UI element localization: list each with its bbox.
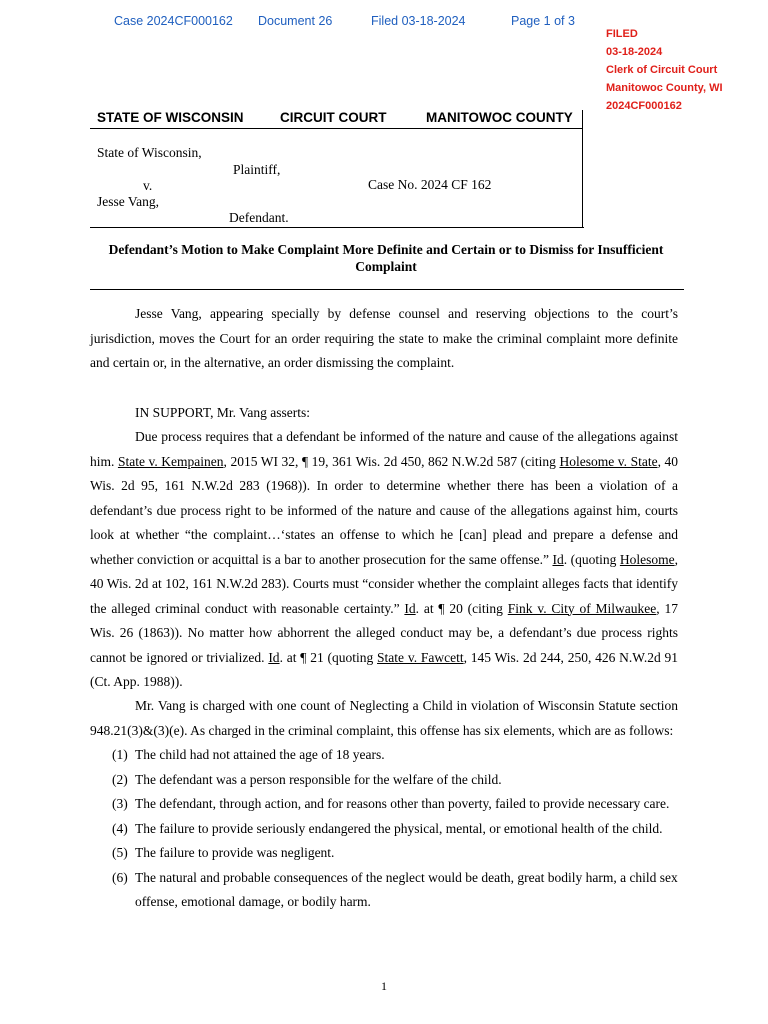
header-page-indicator: Page 1 of 3 (511, 14, 575, 28)
citation-kempainen: State v. Kempainen (117, 453, 224, 469)
motion-title: Defendant’s Motion to Make Complaint More Definite and Certain or to Dismiss for Insufficient Complaint (108, 242, 664, 274)
support-heading: IN SUPPORT, Mr. Vang asserts: (135, 405, 310, 420)
citation-fawcett: State v. Fawcett (377, 649, 464, 665)
case-number: Case No. 2024 CF 162 (368, 177, 492, 192)
header-filed-date: Filed 03-18-2024 (371, 14, 466, 28)
header-document-number: Document 26 (258, 14, 333, 28)
caption-divider (582, 110, 583, 228)
caption-county: MANITOWOC COUNTY (426, 110, 573, 125)
charge-paragraph: Mr. Vang is charged with one count of Neglecting a Child in violation of Wisconsin Statute section 948.21(3)&(3)(e). As charged in the criminal complaint, this offense has six elements, which are as follows: (90, 698, 678, 738)
citation-fink: Fink v. City of Milwaukee (507, 600, 657, 616)
list-item: (2) The defendant was a person responsible for the welfare of the child. (112, 771, 502, 787)
elements-list (90, 743, 678, 915)
caption-bottom-rule (90, 227, 584, 228)
list-item: (1) The child had not attained the age of 18 years. (112, 747, 385, 762)
stamp-case: 2024CF000162 (606, 100, 682, 112)
citation-id: Id (268, 649, 280, 665)
intro-paragraph: Jesse Vang, appearing specially by defense counsel and reserving objections to the court’s jurisdiction, moves the Court for an order requiring the state to make the criminal complaint more definite and certain or, in the alternative, an order dismissing the complaint. (90, 306, 678, 370)
plaintiff-role: Plaintiff, (233, 162, 281, 177)
stamp-date: 03-18-2024 (606, 46, 663, 58)
citation-holesome-short: Holesome (619, 551, 675, 567)
list-item: (6) The natural and probable consequences of the neglect would be death, great bodily harm, a child sex offense, emotional damage, or bodily harm. (112, 869, 678, 909)
citation-holesome: Holesome v. State (559, 453, 658, 469)
defendant-role: Defendant. (229, 210, 289, 225)
caption-state: STATE OF WISCONSIN (97, 110, 244, 125)
citation-id: Id (552, 551, 564, 567)
stamp-county: Manitowoc County, WI (606, 82, 723, 94)
defendant-name: Jesse Vang, (97, 194, 159, 209)
page-number: 1 (381, 979, 387, 993)
caption-top-rule (90, 128, 582, 129)
citation-id: Id (404, 600, 416, 616)
versus: v. (143, 178, 153, 193)
caption-court: CIRCUIT COURT (280, 110, 387, 125)
filing-stamp (606, 25, 723, 115)
stamp-filed: FILED (606, 28, 638, 40)
plaintiff-name: State of Wisconsin, (97, 145, 202, 160)
due-process-paragraph: Due process requires that a defendant be informed of the nature and cause of the allegations against him. State v. Kempainen, 2015 WI 32, ¶ 19, 361 Wis. 2d 450, 862 N.W.2d 587 (citing Holesome v. State, 40 Wis. 2d 95, 161 N.W.2d 283 (1968)). In order to determine whether there has been a violation of a defendant’s due process right to be informed of the nature and cause of the allegations against him, courts look at whether “the complaint…‘states an offense to which he [can] plead and prepare a defense and whether conviction or acquittal is a bar to another prosecution for the same offense.” Id. (quoting Holesome, 40 Wis. 2d at 102, 161 N.W.2d 283). Courts must “consider whether the complaint alleges facts that identify the alleged criminal conduct with reasonable certainty.” Id. at ¶ 20 (citing Fink v. City of Milwaukee, 17 Wis. 26 (1863)). No matter how abhorrent the alleged conduct may be, a defendant’s due process rights cannot be ignored or trivialized. Id. at ¶ 21 (quoting State v. Fawcett, 145 Wis. 2d 244, 250, 426 N.W.2d 91 (Ct. App. 1988)). (90, 429, 679, 689)
header-case-number: Case 2024CF000162 (114, 14, 233, 28)
list-item: (4) The failure to provide seriously endangered the physical, mental, or emotional health of the child. (112, 820, 663, 836)
list-item: (5) The failure to provide was negligent. (112, 845, 335, 860)
title-rule (90, 289, 684, 290)
list-item: (3) The defendant, through action, and for reasons other than poverty, failed to provide necessary care. (112, 796, 670, 811)
stamp-clerk: Clerk of Circuit Court (606, 64, 718, 76)
